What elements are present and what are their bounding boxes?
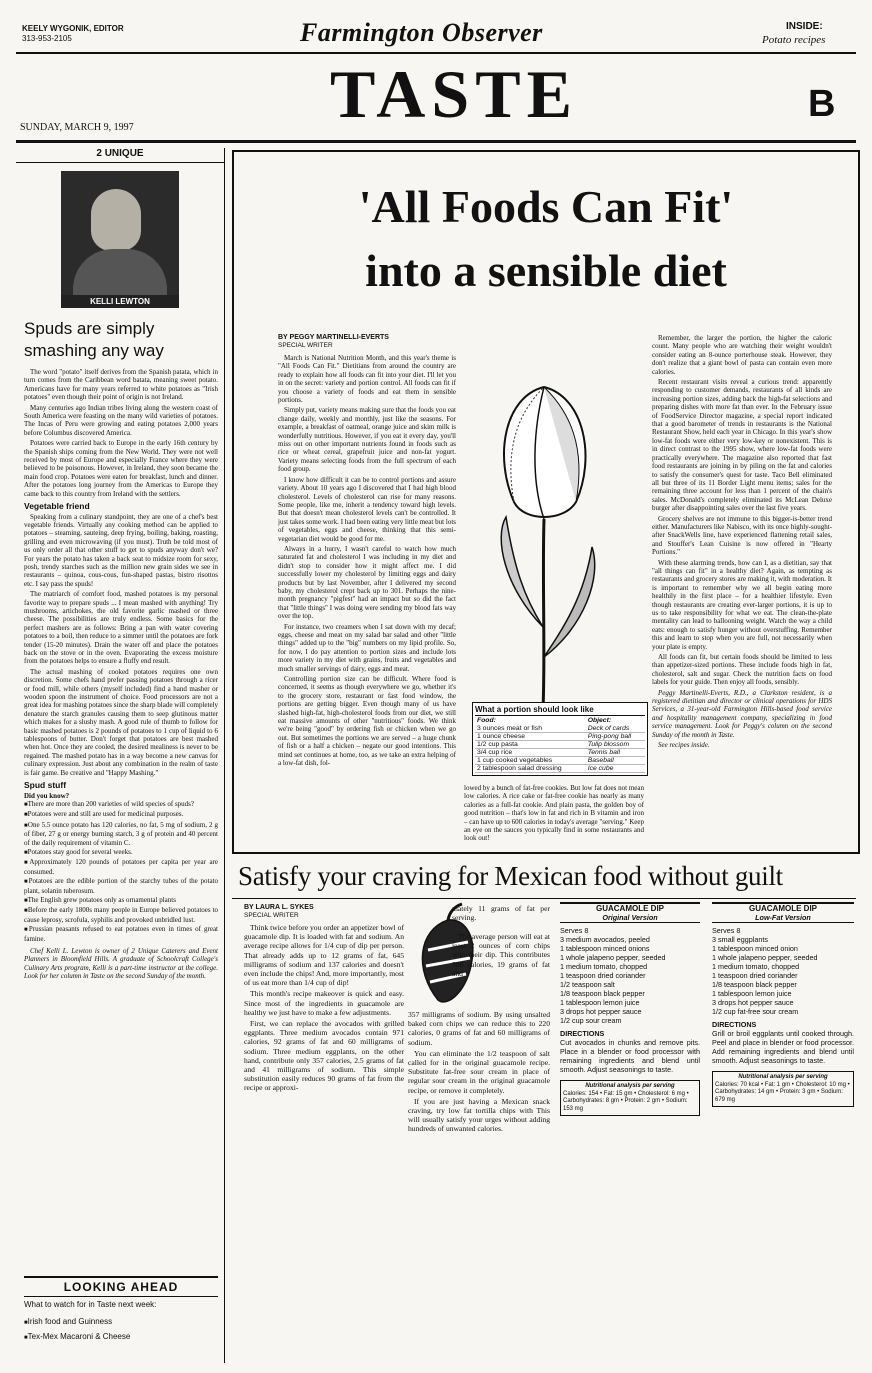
table-row — [475, 741, 645, 749]
table-row — [475, 733, 645, 741]
paragraph: The actual mashing of cooked potatoes requires one own discretion. Some chefs hand prefer passing potatoes through a ricer or food mill, while others (myself included) find a hand masher or wooden spoon the instrument of choice. Food processors are not a great idea for mashing potatoes since the sharp blade will completely denature the starch granules causing them to seep glutinous matter which makes for a slushy mash. A good rule of thumb to follow for basic mashed potatoes is 2 pounds of potatoes to 1 cup of liquid to 6 tablespoons of butter. Don't forget that potatoes are best mashed when hot. Once they are cooled, the desired mealiness is never to be regained. The mashed potato has in a way become a new canvas for culinary expression. Just about any combination in the realm of taste is fair game. Be creative and "Happy Mashing." — [24, 667, 218, 777]
ingredient: 1/2 cup sour cream — [560, 1016, 622, 1025]
feature-headline-line2: into a sensible diet — [365, 245, 727, 296]
paragraph: All foods can fit, but certain foods should be limited to less than appetizer-sized portions. These include foods high in fat, cholesterol, salt and sugar. Check the nutrition facts on food labels for your guide. Then enjoy all foods, sensibly. — [652, 653, 832, 687]
table-cell: 1/2 cup pasta — [475, 741, 586, 749]
table-header: Object: — [587, 717, 612, 724]
paragraph: With these alarming trends, how can I, as a dietitian, say that "all things can fit" in a healthy diet? Again, as tempting as restaurants and grocery stores are making it, with moderation. It is important to remember why we all begin eating more healthily in the first place – for a healthier lifestyle. Even though restaurants are creating ever-larger portions, it is up to us to take responsibility for what we eat. The clean-the-plate mentality can lead to ballooning weight. Watch the way a child eats: enough to satisfy hunger without overstuffing. Remember this and learn to stop when you are full, not necessarily when your plate is empty. — [652, 558, 832, 651]
portion-box — [472, 702, 648, 776]
section-letter: B — [808, 83, 836, 125]
table-cell: Baseball — [586, 757, 645, 765]
list-item: ■ Irish food and Guinness — [24, 1317, 218, 1326]
ingredient: 3 drops hot pepper sauce — [560, 1007, 642, 1016]
paragraph: lowed by a bunch of fat-free cookies. But low fat does not mean low calories. A rice cake or fat-free cookie has nearly as many calories as a full-fat cookie. And plain pasta, the golden boy of good nutrition – that's low in fat and rich in B vitamin and iron – can have up to 600 calories in today's average "serving." Keep an eye on the sauces you typically find in some restaurants and look out! — [464, 784, 644, 843]
ingredient: 1 tablespoon minced onion — [712, 944, 798, 953]
directions-text: Cut avocados in chunks and remove pits. Place in a blender or food processor with remaining ingredients and blend until smooth. Adjust seasonings to taste. — [560, 1038, 700, 1074]
mexican-body-2-top — [452, 904, 550, 924]
author-bio: Peggy Martinelli-Everts, R.D., a Clarkston resident, is a registered dietitian and director or clinical operations for HDS Services, a 31-year-old Farmington Hills-based food service and hospitality management company, specializing in food service management. Look for Peggy's column on the second Sunday of the month in Taste. — [652, 688, 832, 739]
columnist-photo — [61, 171, 179, 295]
paragraph: March is National Nutrition Month, and this year's theme is "All Foods Can Fit." Dietitians from around the country are ready to explain how all foods can fit into your diet. I'll let you in on the secret: variety and portion control. All foods can fit if you choose a variety of foods and eat them in sensible portions. — [278, 354, 456, 405]
table-header-row — [475, 716, 645, 725]
tulip-illustration — [464, 327, 624, 747]
table-cell: 3 ounces meat or fish — [475, 725, 586, 733]
recipe-serves: Serves 8 — [560, 926, 589, 935]
table-cell: 1 cup cooked vegetables — [475, 757, 586, 765]
directions-title: DIRECTIONS — [712, 1020, 757, 1029]
recipe-low-fat — [712, 902, 854, 1107]
inside-label: INSIDE: — [786, 21, 823, 32]
paragraph: You can eliminate the 1/2 teaspoon of salt called for in the original guacamole recipe. Substitute fat-free sour cream in place of regular sour cream in the original guacamole recipe, or remove it completely. — [408, 1048, 550, 1095]
list-item: ■ The English grew potatoes only as ornamental plants — [24, 896, 218, 905]
mexican-headline: Satisfy your craving for Mexican food without guilt — [238, 861, 783, 891]
subhead-vegetable-friend: Vegetable friend — [24, 501, 90, 512]
face-shape — [91, 189, 141, 251]
list-item: ■ Potatoes stay good for several weeks. — [24, 848, 218, 857]
inside-text: Potato recipes — [762, 34, 826, 46]
column-2-unique — [16, 148, 225, 1363]
table-cell: Tulip blossom — [586, 741, 645, 749]
looking-ahead-box — [24, 1276, 218, 1342]
list-item: ■ Potatoes are the edible portion of the starchy tubes of the potato plant, solanin tuberosum. — [24, 877, 218, 895]
feature-body-1 — [278, 354, 456, 854]
paragraph: I know how difficult it can be to control portions and assure variety. About 10 years ago I discovered that I had high blood cholesterol. Levels of cholesterol can rise for many reasons. Some people, like me, inherit a tendency toward high levels. But that doesn't mean cholesterol levels can't be controlled. It just takes some work. I had been eating very little meat but lots of vegetables, eggs and cheese, thinking that this semi-vegetarian diet would be good for me. — [278, 475, 456, 543]
table-cell: 1 ounce cheese — [475, 733, 586, 741]
ingredient: 1/2 cup fat-free sour cream — [712, 1007, 799, 1016]
table-row — [475, 749, 645, 757]
mexican-byline-role: SPECIAL WRITER — [244, 912, 299, 919]
ingredient: 1/2 teaspoon salt — [560, 980, 615, 989]
ingredient: 1 medium tomato, chopped — [712, 962, 800, 971]
list-item: ■ Approximately 120 pounds of potatoes per capita per year are consumed. — [24, 858, 218, 876]
section-title: TASTE — [330, 56, 578, 132]
paragraph: Potatoes were carried back to Europe in the early 16th century by the Spanish ships coming from the New World. They were not well received by most of Europe and especially France where they were believed to be poisonous. However, in Ireland, they soon became the main food crop. Potatoes were eaten for breakfast, lunch and dinner. After the potatoes long journey from the Americas to Europe they came back to this country from Ireland with the settlers. — [24, 439, 218, 498]
ingredient: 1/8 teaspoon black pepper — [712, 980, 797, 989]
ingredient: 1 tablespoon minced onions — [560, 944, 650, 953]
table-row — [475, 725, 645, 733]
feature-byline: BY PEGGY MARTINELLI-EVERTS — [278, 334, 389, 341]
directions-title: DIRECTIONS — [560, 1029, 605, 1038]
list-item: ■ Prussian peasants refused to eat potatoes even in times of great famine. — [24, 925, 218, 943]
list-item: ■ One 5.5 ounce potato has 120 calories, no fat, 5 mg of sodium, 2 g of fiber, 27 g or energy burning starch, 3 g of protein and 40 percent of the daily requirement of vitamin C. — [24, 821, 218, 847]
paragraph: The matriarch of comfort food, mashed potatoes is my personal favorite way to prepare spuds ... I mean mashed with anything! Try mushrooms, artichokes, the old favorite garlic mashed or three cheese. The possibilities are truly endless. Some basics for the perfect mashers are as follows: Bring a pan with water covering potatoes to a boil, then reduce to a simmer until the potatoes are fork tender (15-20 minutes). Drain the water off and place the potatoes back on the stove or in the oven. Evaporating the excess moisture from the potatoes helps to ensure a fluffy end result. — [24, 590, 218, 666]
portion-box-title: What a portion should look like — [475, 705, 645, 716]
issue-date: SUNDAY, MARCH 9, 1997 — [20, 122, 134, 133]
paragraph: mately 11 grams of fat per serving. — [452, 904, 550, 923]
paper-name: Farmington Observer — [300, 18, 543, 47]
table-cell: Deck of cards — [586, 725, 645, 733]
nutrition-values: Calories: 70 kcal • Fat: 1 gm • Cholesterol: 10 mg • Carbohydrates: 14 gm • Protein: 3 gm • Sodium: 679 mg — [715, 1081, 850, 1103]
ingredient: 1 tablespoon lemon juice — [712, 989, 792, 998]
mexican-column-1 — [244, 904, 404, 1363]
spud-facts-list — [24, 800, 218, 943]
did-you-know: Did you know? — [24, 791, 70, 800]
feature-box — [232, 150, 860, 854]
feature-body-3 — [652, 334, 832, 844]
paragraph: Simply put, variety means making sure that the foods you eat change daily, weekly and monthly, just like the seasons. For example, a breakfast of oatmeal, orange juice and skim milk is wonderfully nutritious. However, if you eat it every day, you'll miss out on other important nutrients found in foods such as rice or wheat cereal, grapefruit juice and non-fat yogurt. Variety means selecting foods from the full spectrum of each food group. — [278, 406, 456, 474]
mexican-body-2 — [408, 1010, 550, 1360]
recipe-original — [560, 902, 700, 1116]
recipe-subtitle: Original Version — [560, 913, 700, 923]
ingredient: 1 teaspoon dried coriander — [560, 971, 646, 980]
table-header: Food: — [477, 717, 496, 724]
ingredient: 1 teaspoon dried coriander — [712, 971, 798, 980]
paragraph: Controlling portion size can be difficult. Where food is concerned, it seems as though everywhere we go, whether it's to the grocery store, restaurant or fast food window, the portions are getting bigger. Even though many of us have slashed high-fat, high-cholesterol foods from our diet, we still eat massive amounts of other "nutritious" foods. We think we're being "good" by ordering fish or chicken when we go out. But sometimes the portions we are served – a huge chunk of fish or a half a chicken – negate our good intentions. This mind set continues at home, too, as we take an extra helping of a low-fat dish, fol- — [278, 675, 456, 768]
portion-table — [475, 716, 645, 773]
editor-phone: 313-953-2105 — [22, 34, 72, 43]
mexican-rule — [232, 898, 856, 899]
table-cell: 3/4 cup rice — [475, 749, 586, 757]
nutrition-title: Nutritional analysis per serving — [738, 1074, 828, 1080]
paragraph: This month's recipe makeover is quick and easy. Since most of the ingredients in guacamole are healthy we just have to make a few adjustments. — [244, 989, 404, 1017]
paragraph: First, we can replace the avocados with grilled eggplants. Three medium avocados contain 971 calories, 92 grams of fat and 60 milligrams of sodium. Three medium eggplants, on the other hand, contribute only 357 calories, 2.5 grams of fat and 41 milligrams of sodium. This simple substitution easily reduces 90 grams of fat from the recipe or approxi- — [244, 1019, 404, 1093]
paragraph: For instance, two creamers when I sat down with my decaf; eggs, cheese and meat on my salad bar salad and other "little things" added up to the "big" numbers on my lipid profile. So, for now, I do pay attention to portion sizes and include lots more variety in my diet with grains, fruits and vegetables and much smaller servings of dairy, eggs and meat. — [278, 622, 456, 673]
looking-ahead-title: LOOKING AHEAD — [24, 1276, 218, 1297]
mexican-body-2-mid — [452, 932, 550, 980]
ingredient: 3 small eggplants — [712, 935, 768, 944]
columnist-bio: Chef Kelli L. Lewton is owner of 2 Unique Caterers and Event Planners in Bloomfield Hills. A graduate of Schoolcraft College's Culinary Arts program, Kelli is a part-time instructor at the college. Look for her column in Taste on the second Sunday of the month. — [24, 947, 218, 981]
ingredient: 1 medium tomato, chopped — [560, 962, 648, 971]
feature-column-1 — [278, 334, 456, 854]
ingredient: 1 whole jalapeno pepper, seeded — [712, 953, 818, 962]
paragraph: Speaking from a culinary standpoint, they are one of a chef's best vegetable friends. Virtually any cooking method can be applied to potatoes – steaming, sauteing, deep frying, boiling, baking, roasting, grilling and even microwaving (if you must). Truth be told most of us only order all that other stuff to get to spuds anyway don't we? For years the potato has taken a back seat to midsize room for sexy, posh, trendy starches such as the million new grain sides we see in restaurants – quinoa, cous-cous, fun-shaped pastas, bistro risottos etc. I say pass the spuds! — [24, 512, 218, 588]
column-body — [24, 368, 218, 983]
nutrition-title: Nutritional analysis per serving — [585, 1083, 675, 1089]
feature-headline-line1: 'All Foods Can Fit' — [358, 181, 734, 232]
paragraph: 357 milligrams of sodium. By using unsalted baked corn chips we can reduce this to 220 calories, 0 grams of fat and 60 milligrams of sodium. — [408, 1010, 550, 1047]
table-row — [475, 757, 645, 765]
list-item: ■ There are more than 200 varieties of wild species of spuds? — [24, 800, 218, 809]
list-item: ■ Tex-Mex Macaroni & Cheese — [24, 1332, 218, 1341]
ingredient: 1/8 teaspoon black pepper — [560, 989, 645, 998]
ingredient: 1 tablespoon lemon juice — [560, 998, 640, 1007]
photo-caption: KELLI LEWTON — [61, 295, 179, 308]
looking-ahead-intro: What to watch for in Taste next week: — [24, 1300, 157, 1309]
column-header: 2 UNIQUE — [16, 148, 224, 163]
paragraph: Think twice before you order an appetizer bowl of guacamole dip. It is loaded with fat and sodium. An average recipe allows for 1/4 cup of dip per person. That already adds up to 12 grams of fat, 645 milligrams of sodium and 137 calories and doesn't even include the chips! And, more importantly, most of us eat more than 1/4 cup of dip! — [244, 923, 404, 988]
masthead-rule — [16, 52, 856, 54]
feature-body-2 — [464, 784, 644, 850]
recipe-title: GUACAMOLE DIP — [560, 902, 700, 913]
recipe-subtitle: Low-Fat Version — [712, 913, 854, 923]
looking-ahead-list — [24, 1317, 218, 1341]
ingredient: 3 drops hot pepper sauce — [712, 998, 794, 1007]
list-item: ■ Before the early 1800s many people in Europe believed potatoes to cause leprosy, scrofula, syphilis and provoked unbridled lust. — [24, 906, 218, 924]
mexican-body-1 — [244, 923, 404, 1363]
nutrition-box — [712, 1071, 854, 1107]
recipe-serves: Serves 8 — [712, 926, 741, 935]
paragraph: The average person will eat at least 2 ounces of corn chips with their dip. This contributes 308 calories, 19 grams of fat and — [452, 932, 550, 978]
mexican-byline: BY LAURA L. SYKES — [244, 904, 314, 911]
column-headline: Spuds are simply smashing any way — [24, 319, 164, 360]
editor-name: KEELY WYGONIK, EDITOR — [22, 24, 124, 33]
recipe-title: GUACAMOLE DIP — [712, 902, 854, 913]
nutrition-box — [560, 1080, 700, 1116]
table-cell: Ping-pong ball — [586, 733, 645, 741]
feature-byline-role: SPECIAL WRITER — [278, 342, 333, 349]
paragraph: The word "potato" itself derives from the Spanish patata, which in turn comes from the Caribbean word batata, meaning sweet potato. Americans have for many years referred to white potatoes as "Irish potatoes" even though their point of origin is not Ireland. — [24, 368, 218, 402]
paragraph: Always in a hurry, I wasn't careful to watch how much saturated fat and cholesterol I was including in my diet and didn't stop to consider how it might affect me. I did successfully lower my cholesterol by limiting eggs and dairy products but by last November, after I delivered my second baby, my cholesterol crept back up to 301. Perhaps the nine-month pregnancy "pigfest" had an impact but so did the fact that "little things" I was doing were sending my blood fats way over the top. — [278, 544, 456, 621]
ingredient: 1 whole jalapeno pepper, seeded — [560, 953, 666, 962]
ingredient: 3 medium avocados, peeled — [560, 935, 650, 944]
paragraph: Grocery shelves are not immune to this bigger-is-better trend either. Manufacturers like Nabisco, with its once highly-sought-after SnackWells line, have experienced flattening retail sales, and Stouffer's Lean Cuisine is now offered in "Hearty Portions." — [652, 514, 832, 557]
table-cell: 2 tablespoon salad dressing — [475, 765, 586, 773]
nutrition-values: Calories: 154 • Fat: 15 gm • Cholesterol: 6 mg • Carbohydrates: 8 gm • Protein: 2 gm • Sodium: 153 mg — [563, 1090, 689, 1112]
paragraph: Recent restaurant visits reveal a curious trend: apparently responding to customer demands, restaurants of all kinds are increasing portion sizes, adding back the high-fat selections and preparing dishes with more fat than ever. In the February issue of FoodService Director magazine, a special report indicated that a good barometer of trends in restaurants is the National Restaurant Show, held each year in Chicago. In this year's show low-fat foods were either very low-key or nonexistent. This is in direct contrast to the 1995 show, where low-fat foods were practically everywhere. The magazine also reported that fast food restaurants are joining in by piling on the fat and calories to satisfy the consumer's quest for taste. Taco Bell eliminated all but three of its 11 Border Light menu items; sales for the remaining three account for less than 1 percent of the chain's sales. McDonald's completely eliminated its McLean Deluxe burger after disappointing sales over the last five years. — [652, 378, 832, 513]
subhead-spud-stuff: Spud stuff — [24, 780, 67, 791]
paragraph: If you are just having a Mexican snack craving, try low fat tortilla chips with This will usually satisfy your urges without adding hundreds of unwanted calories. — [408, 1096, 550, 1134]
masthead-bottom-rule — [16, 140, 856, 143]
table-cell: Ice cube — [586, 765, 645, 773]
list-item: ■ Potatoes were and still are used for medicinal purposes. — [24, 810, 218, 819]
directions-text: Grill or broil eggplants until cooked through. Peel and place in blender or food processor. Add remaining ingredients and blend until smooth. Adjust seasonings to taste. — [712, 1029, 854, 1065]
paragraph: Many centuries ago Indian tribes living along the western coast of South America were feasting on the many wild varieties of potatoes. The Incas of Peru were growing and eating potatoes 2,000 years before Columbus discovered America. — [24, 403, 218, 437]
paragraph: Remember, the larger the portion, the higher the caloric count. Many people who are watching their weight wouldn't consider eating an 8-ounce porterhouse steak. However, they don't realize that a giant bowl of pasta can contain even more calories. — [652, 334, 832, 376]
shoulders-shape — [73, 249, 167, 295]
see-recipes: See recipes inside. — [658, 741, 710, 750]
table-row — [475, 765, 645, 773]
table-cell: Tennis ball — [586, 749, 645, 757]
